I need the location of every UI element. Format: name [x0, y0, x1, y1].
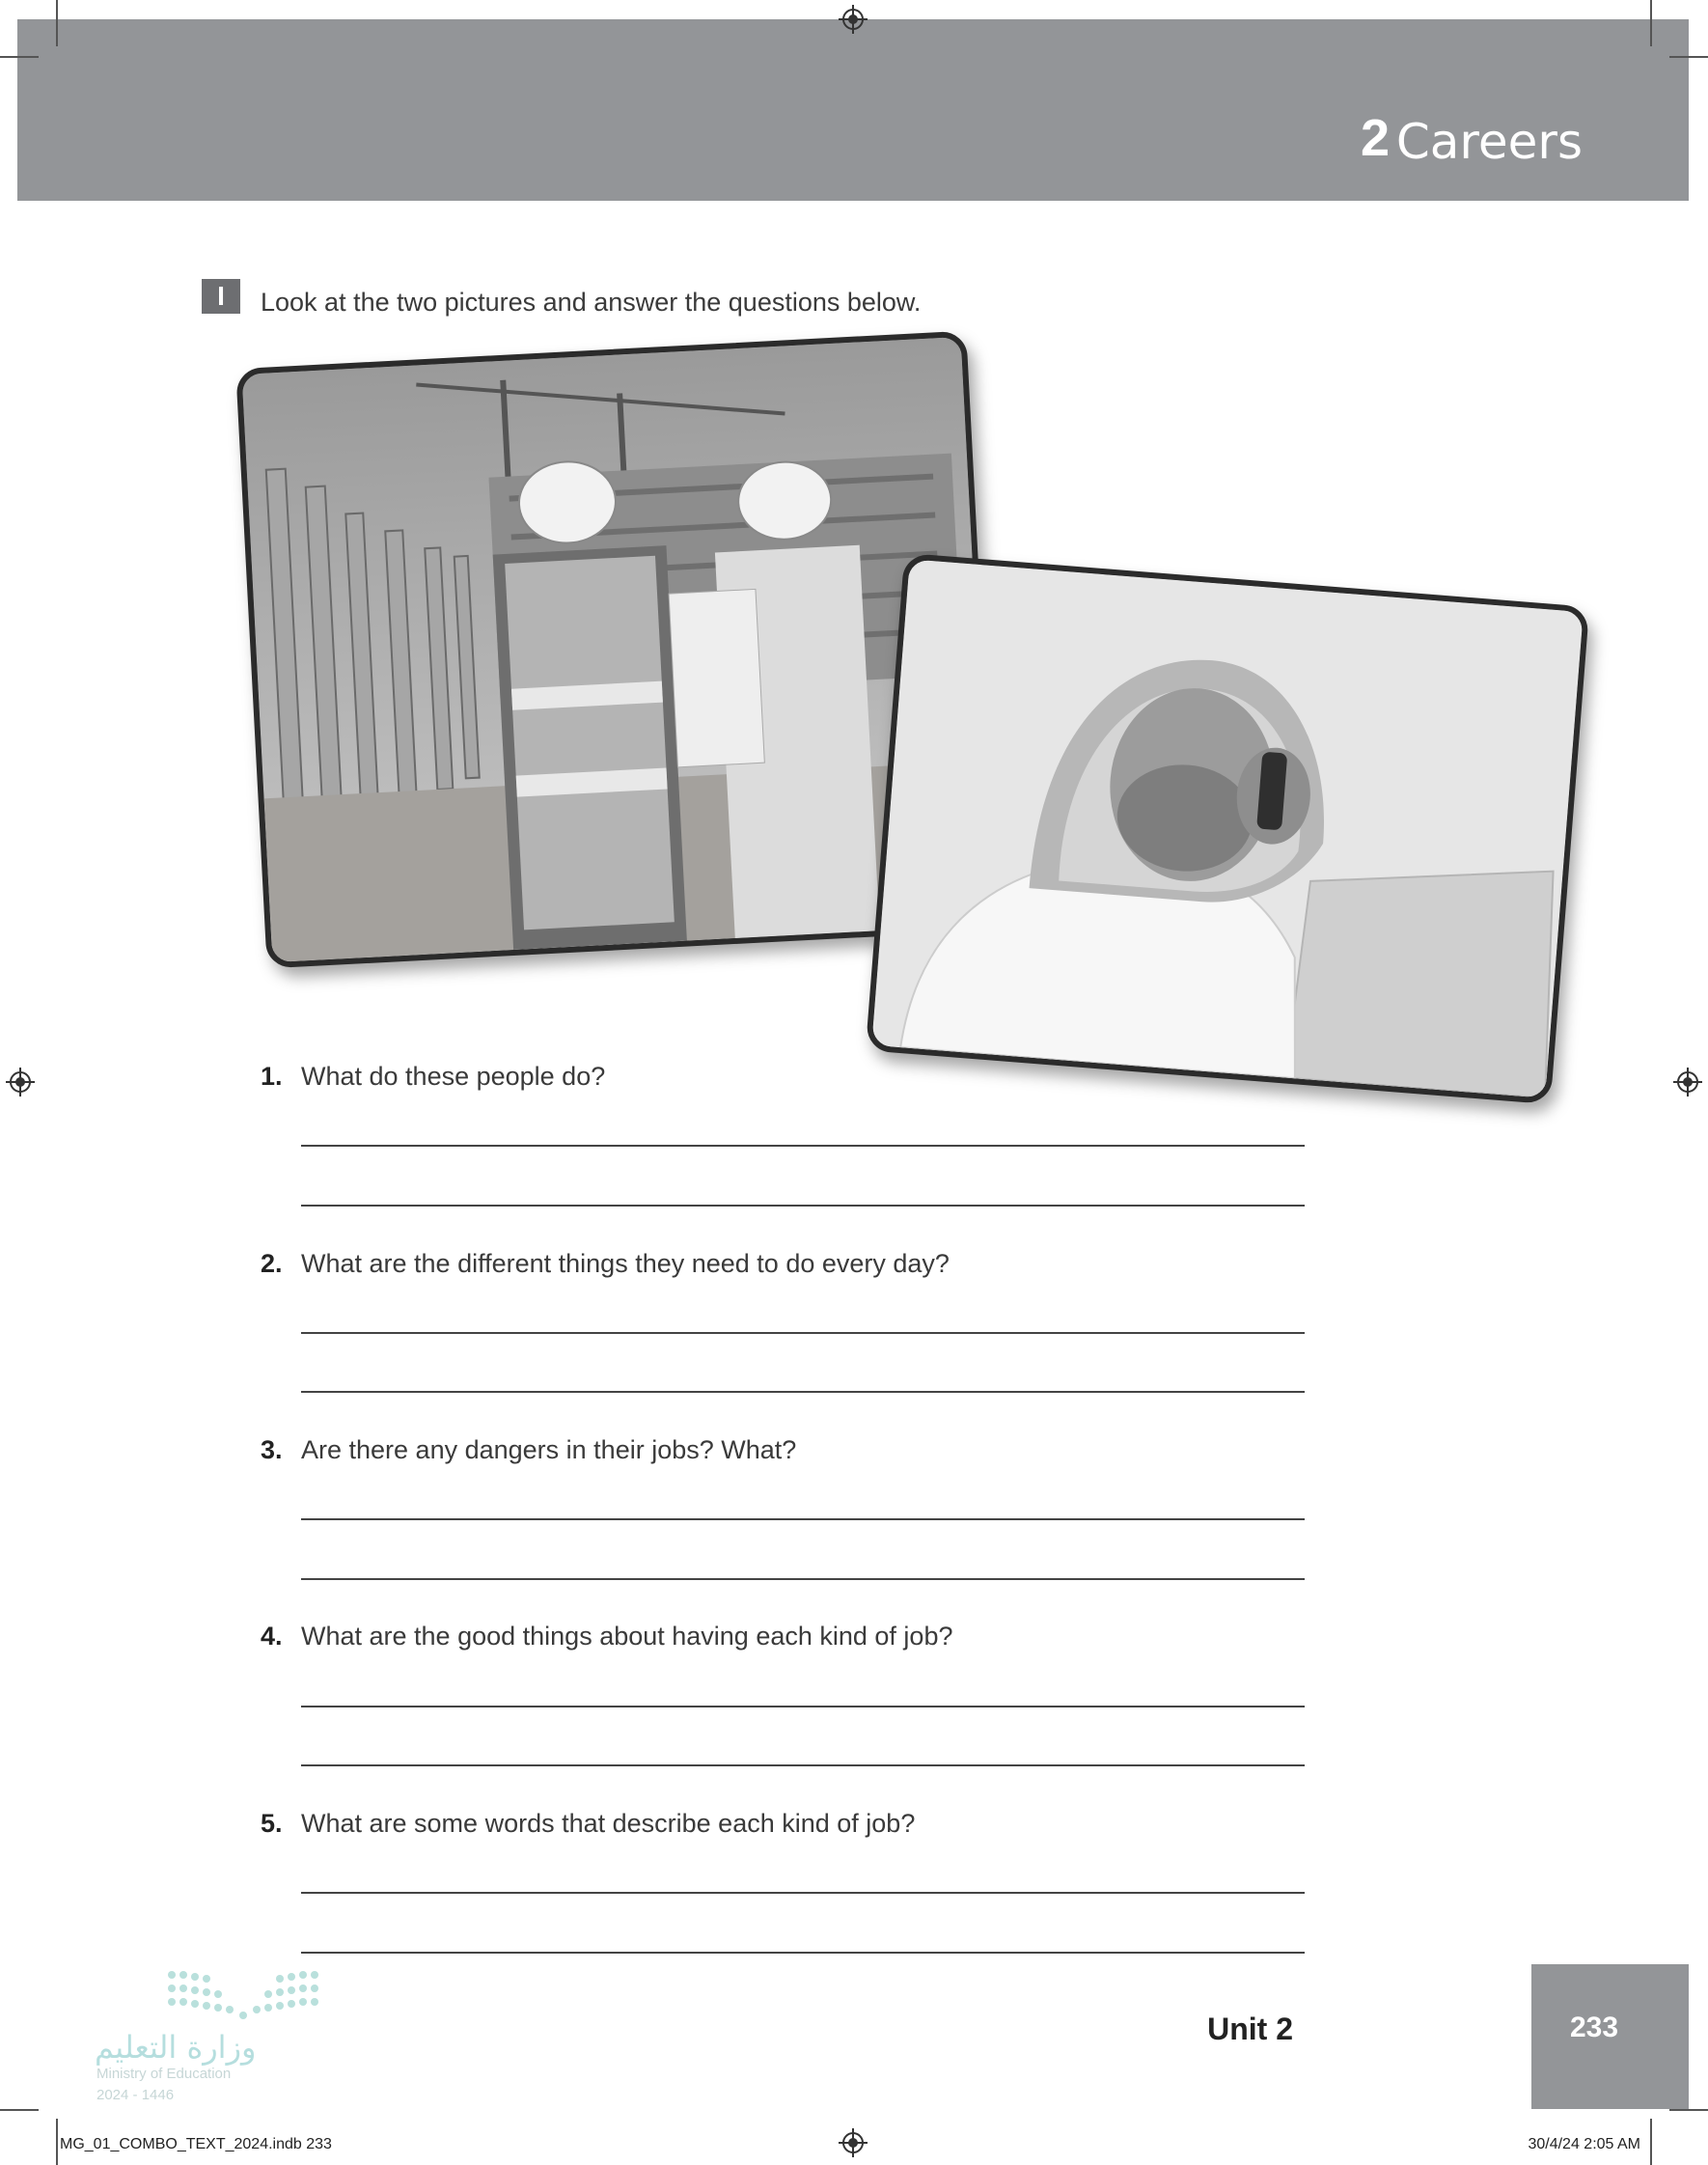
crop-mark: [56, 2119, 58, 2165]
crop-mark: [0, 2109, 39, 2111]
answer-line[interactable]: [301, 1892, 1305, 1894]
exercise-instruction: Look at the two pictures and answer the questions below.: [261, 288, 922, 317]
question-text: What are the good things about having each kind of job?: [301, 1622, 953, 1651]
crop-mark: [1650, 2119, 1652, 2165]
unit-label: Unit 2: [1207, 2012, 1293, 2046]
registration-mark-icon: [842, 2132, 864, 2153]
question-number: 5.: [261, 1809, 283, 1838]
answer-line[interactable]: [301, 1391, 1305, 1393]
answer-line[interactable]: [301, 1145, 1305, 1147]
registration-mark-icon: [842, 9, 864, 30]
ministry-logo-dots-icon: [166, 1969, 320, 2023]
ministry-logo-english: Ministry of Education: [96, 2066, 232, 2082]
answer-line[interactable]: [301, 1518, 1305, 1520]
question-text: What are some words that describe each kind of job?: [301, 1809, 916, 1838]
page-number: 233: [1569, 2012, 1619, 2043]
ministry-logo-year: 2024 - 1446: [96, 2087, 175, 2103]
answer-line[interactable]: [301, 1764, 1305, 1766]
header-band: [17, 19, 1689, 201]
chapter-title: Careers: [1395, 114, 1583, 170]
question-text: What do these people do?: [301, 1062, 606, 1091]
print-slug-file: MG_01_COMBO_TEXT_2024.indb 233: [60, 2136, 332, 2152]
answer-line[interactable]: [301, 1205, 1305, 1207]
print-slug-date: 30/4/24 2:05 AM: [1528, 2136, 1640, 2152]
question-text: Are there any dangers in their jobs? What?: [301, 1435, 797, 1464]
question-number: 2.: [261, 1249, 283, 1278]
question-text: What are the different things they need to do every day?: [301, 1249, 950, 1278]
registration-mark-icon: [10, 1071, 31, 1093]
answer-line[interactable]: [301, 1952, 1305, 1954]
crop-mark: [1669, 2109, 1708, 2111]
ministry-logo-arabic: وزارة التعليم: [95, 2029, 257, 2066]
question-number: 1.: [261, 1062, 283, 1091]
registration-mark-icon: [1677, 1071, 1698, 1093]
answer-line[interactable]: [301, 1706, 1305, 1707]
crop-mark: [1669, 56, 1708, 58]
question-number: 4.: [261, 1622, 283, 1651]
crop-mark: [1650, 0, 1652, 46]
chapter-number: 2: [1360, 109, 1390, 167]
question-number: 3.: [261, 1435, 283, 1464]
crop-mark: [56, 0, 58, 46]
answer-line[interactable]: [301, 1332, 1305, 1334]
answer-line[interactable]: [301, 1578, 1305, 1580]
exercise-badge: I: [202, 279, 240, 314]
crop-mark: [0, 56, 39, 58]
office-worker-on-phone-photo: [866, 553, 1589, 1104]
